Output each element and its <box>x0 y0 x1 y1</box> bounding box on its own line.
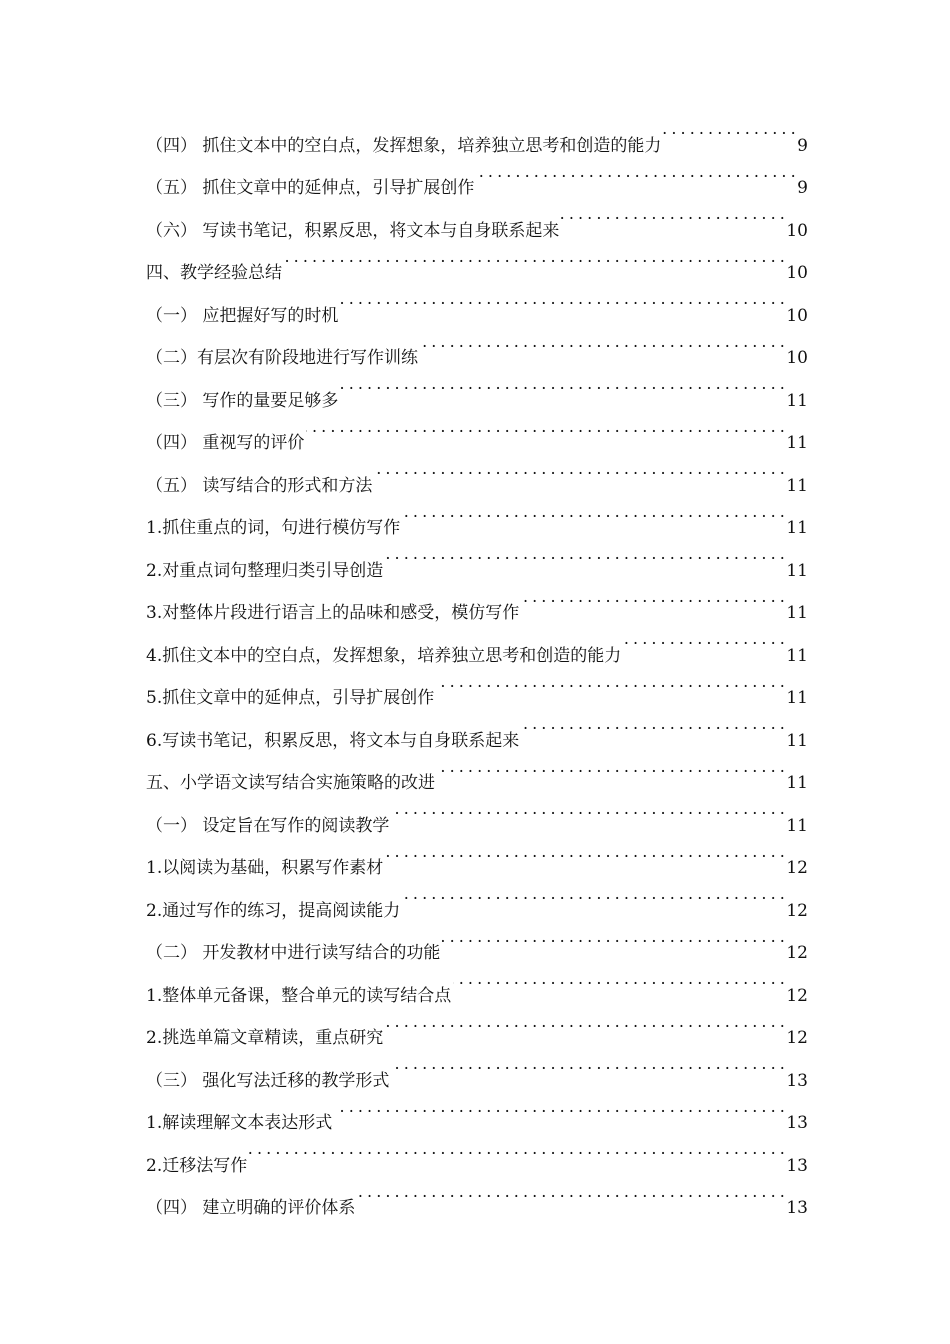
toc-entry-page: 12 <box>786 900 808 921</box>
dot-leader <box>402 491 784 534</box>
dot-leader <box>476 151 795 194</box>
dot-leader <box>334 1086 784 1129</box>
toc-entry-page: 13 <box>786 1070 808 1091</box>
toc-entry-title: （一） 设定旨在写作的阅读教学 <box>146 815 390 836</box>
dot-leader <box>442 916 784 959</box>
toc-entry-page: 13 <box>786 1113 808 1133</box>
toc-entry-page: 13 <box>786 1155 808 1176</box>
toc-entry-page: 12 <box>786 858 808 878</box>
toc-entry-title: （三） 强化写法迁移的教学形式 <box>146 1070 390 1091</box>
dot-leader <box>436 661 784 704</box>
toc-entry-page: 9 <box>797 135 808 156</box>
toc-entry-page: 11 <box>786 645 808 666</box>
toc-entry-page: 10 <box>786 348 808 368</box>
dot-leader <box>521 576 784 619</box>
dot-leader <box>385 1001 784 1044</box>
toc-entry-title: 2.迁移法写作 <box>146 1155 248 1176</box>
toc-entry-page: 9 <box>797 178 808 198</box>
toc-entry-title: （六） 写读书笔记，积累反思，将文本与自身联系起来 <box>146 220 560 241</box>
toc-entry-title: （二） 开发教材中进行读写结合的功能 <box>146 943 441 963</box>
toc-entry-title: 1.解读理解文本表达形式 <box>146 1113 333 1133</box>
toc-entry-page: 13 <box>786 1198 808 1218</box>
dot-leader <box>437 746 784 789</box>
toc-entry-page: 10 <box>786 220 808 241</box>
toc-entry-page: 11 <box>786 560 808 581</box>
dot-leader <box>521 703 784 746</box>
dot-leader <box>453 958 784 1001</box>
dot-leader <box>561 193 784 236</box>
toc-entry-title: 2.对重点词句整理归类引导创造 <box>146 560 384 581</box>
dot-leader <box>391 788 784 831</box>
dot-leader <box>340 363 784 406</box>
toc-entry-page: 11 <box>786 475 808 496</box>
toc-entry-page: 10 <box>786 305 808 326</box>
toc-entry-title: 6.写读书笔记，积累反思，将文本与自身联系起来 <box>146 730 520 751</box>
toc-entry-page: 11 <box>786 390 808 411</box>
toc-entry-title: 四、教学经验总结 <box>146 263 282 283</box>
toc-entry-title: （四） 建立明确的评价体系 <box>146 1198 356 1218</box>
dot-leader <box>663 108 795 151</box>
table-of-contents <box>146 108 808 1218</box>
toc-entry-title: 4.抓住文本中的空白点，发挥想象，培养独立思考和创造的能力 <box>146 645 622 666</box>
toc-entry-title: （五） 读写结合的形式和方法 <box>146 475 373 496</box>
dot-leader <box>385 831 784 874</box>
dot-leader <box>340 278 784 321</box>
dot-leader <box>357 1171 784 1214</box>
toc-entry-title: （四） 重视写的评价 <box>146 433 305 453</box>
toc-entry-page: 11 <box>786 603 808 623</box>
dot-leader <box>623 618 784 661</box>
dot-leader <box>306 406 784 449</box>
toc-entry-page: 12 <box>786 943 808 963</box>
toc-entry-title: （五） 抓住文章中的延伸点，引导扩展创作 <box>146 178 475 198</box>
dot-leader <box>284 236 784 279</box>
toc-entry-title: （三） 写作的量要足够多 <box>146 390 339 411</box>
dot-leader <box>385 533 784 576</box>
toc-entry-title: 3.对整体片段进行语言上的品味和感受，模仿写作 <box>146 603 520 623</box>
toc-entry-title: 五、小学语文读写结合实施策略的改进 <box>146 773 435 793</box>
toc-entry-title: 2.通过写作的练习，提高阅读能力 <box>146 900 401 921</box>
toc-entry-page: 11 <box>786 730 808 751</box>
toc-entry-page: 11 <box>786 518 808 538</box>
toc-entry-page: 12 <box>786 985 808 1006</box>
toc-entry-page: 11 <box>786 815 808 836</box>
toc-entry-title: 2.挑选单篇文章精读，重点研究 <box>146 1028 384 1048</box>
dot-leader <box>374 448 784 491</box>
toc-entry-page: 12 <box>786 1028 808 1048</box>
toc-entry-title: 5.抓住文章中的延伸点，引导扩展创作 <box>146 688 435 708</box>
toc-entry-page: 11 <box>786 433 808 453</box>
toc-entry-title: （一） 应把握好写的时机 <box>146 305 339 326</box>
dot-leader <box>402 873 784 916</box>
toc-entry-title: （二）有层次有阶段地进行写作训练 <box>146 348 418 368</box>
toc-entry[interactable] <box>146 108 808 156</box>
toc-entry-page: 10 <box>786 263 808 283</box>
toc-entry-title: 1.整体单元备课，整合单元的读写结合点 <box>146 985 452 1006</box>
toc-entry-title: 1.以阅读为基础，积累写作素材 <box>146 858 384 878</box>
toc-entry-page: 11 <box>786 688 808 708</box>
toc-entry-title: （四） 抓住文本中的空白点，发挥想象，培养独立思考和创造的能力 <box>146 135 662 156</box>
dot-leader <box>249 1128 784 1171</box>
toc-entry-title: 1.抓住重点的词，句进行模仿写作 <box>146 518 401 538</box>
dot-leader <box>391 1043 784 1086</box>
toc-entry-page: 11 <box>786 773 808 793</box>
dot-leader <box>420 321 784 364</box>
